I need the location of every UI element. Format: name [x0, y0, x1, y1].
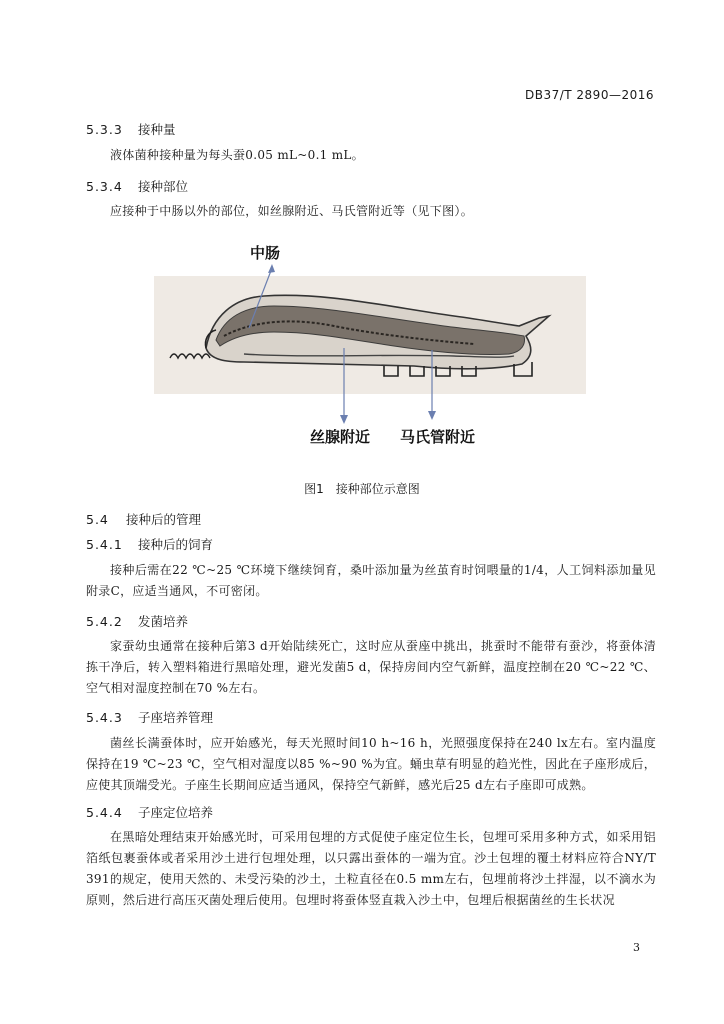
section-5-4-3-text: 菌丝长满蚕体时，应开始感光，每天光照时间10 h~16 h，光照强度保持在240 lx左右。室内温度保持在19 ℃~23 ℃，空气相对湿度以85 %~90 %为宜。蛹虫草有明显的趋光性，因此在子座形成后，应使其顶端受光。子座生长期间应适当通风，保持空气新鲜，感光后25 d左右子座即可成熟。 — [86, 736, 656, 792]
section-number: 5.4.2 — [86, 614, 123, 629]
section-title: 接种后的饲育 — [138, 537, 214, 552]
section-5-4-4-heading — [86, 803, 213, 821]
section-number: 5.3.4 — [86, 179, 123, 194]
section-5-3-3-heading — [86, 120, 176, 138]
section-5-3-3-text: 液体菌种接种量为每头蚕0.05 mL~0.1 mL。 — [110, 148, 364, 162]
section-title: 发菌培养 — [138, 614, 189, 629]
label-midgut: 中肠 — [250, 244, 281, 262]
figure-injection-site — [154, 236, 586, 458]
section-5-4-2-heading — [86, 612, 188, 630]
section-number: 5.4.4 — [86, 805, 123, 820]
label-silk-gland: 丝腺附近 — [310, 428, 371, 446]
section-number: 5.4.3 — [86, 710, 123, 725]
section-title: 子座定位培养 — [138, 805, 214, 820]
label-malpighian: 马氏管附近 — [400, 428, 476, 446]
section-title: 接种部位 — [138, 179, 189, 194]
section-5-4-4-text: 在黑暗处理结束开始感光时，可采用包埋的方式促使子座定位生长，包埋可采用多种方式，如采用铝箔纸包裹蚕体或者采用沙土进行包埋处理，以只露出蚕体的一端为宜。沙土包埋的覆土材料应符合NY/T 391的规定，使用天然的、未受污染的沙土，土粒直径在0.5 mm左右，包埋前将沙土拌湿，以不滴水为原则，然后进行高压灭菌处理后使用。包埋时将蚕体竖直栽入沙土中，包埋后根据菌丝的生长状况 — [86, 830, 656, 907]
section-title: 子座培养管理 — [138, 710, 214, 725]
section-number: 5.3.3 — [86, 122, 123, 137]
section-5-3-4-heading — [86, 177, 188, 195]
section-5-4-1-heading — [86, 535, 213, 553]
silkworm-anatomy-illustration — [154, 236, 586, 458]
section-number: 5.4 — [86, 512, 109, 527]
section-5-4-heading — [86, 510, 201, 528]
section-5-4-2-text: 家蚕幼虫通常在接种后第3 d开始陆续死亡，这时应从蚕座中挑出，挑蚕时不能带有蚕沙，将蚕体清拣干净后，转入塑料箱进行黑暗处理，避光发菌5 d，保持房间内空气新鲜，温度控制在20 ℃~22 ℃、空气相对湿度控制在70 %左右。 — [86, 639, 656, 695]
standard-code: DB37/T 2890—2016 — [524, 88, 654, 102]
page-number: 3 — [633, 941, 640, 954]
section-5-4-3-heading — [86, 708, 213, 726]
section-title: 接种后的管理 — [126, 512, 202, 527]
section-5-3-4-text: 应接种于中肠以外的部位，如丝腺附近、马氏管附近等（见下图）。 — [110, 204, 474, 218]
figure-caption: 图1 接种部位示意图 — [304, 482, 420, 496]
section-number: 5.4.1 — [86, 537, 123, 552]
section-title: 接种量 — [138, 122, 176, 137]
section-5-4-1-text: 接种后需在22 ℃~25 ℃环境下继续饲育，桑叶添加量为丝茧育时饲喂量的1/4，人工饲料添加量见附录C，应适当通风，不可密闭。 — [86, 563, 656, 598]
